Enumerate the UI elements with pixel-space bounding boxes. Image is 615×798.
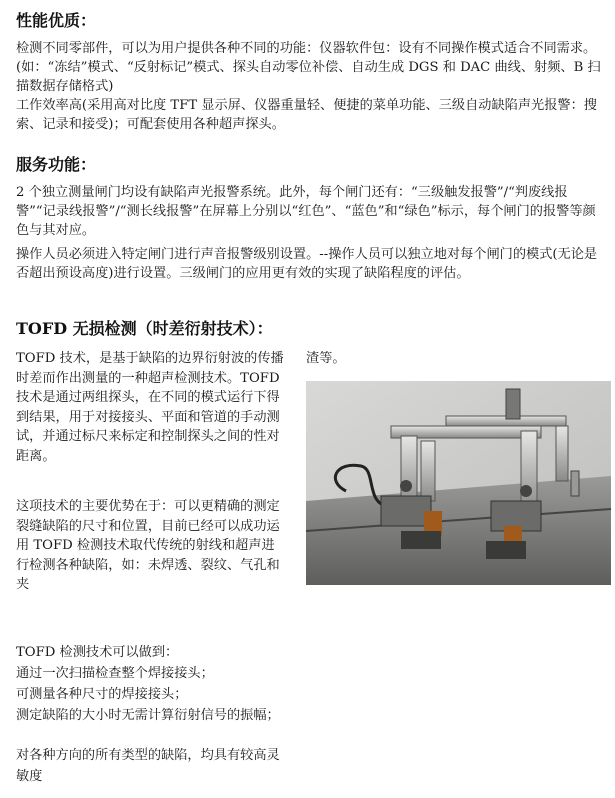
performance-heading: 性能优质： <box>16 11 97 30</box>
service-body-1: 2 个独立测量闸门均设有缺陷声光报警系统。此外，每个闸门还有：“三级触发报警”/“判废线报警”“记录线报警”/“测长线报警”在屏幕上分别以“红色”、“蓝色”和“绿色”标示，每个闸门的报警等颜色与其对应。 <box>16 185 596 238</box>
can-do-item: 对各种方向的所有类型的缺陷，均具有较高灵敏度 <box>16 748 280 784</box>
can-do-item: 测定缺陷的大小时无需计算衍射信号的振幅； <box>16 708 280 723</box>
tofd-heading: TOFD 无损检测（时差衍射技术）： <box>16 319 273 338</box>
can-do-item: 通过一次扫描检查整个焊接接头； <box>16 666 214 681</box>
performance-body-1: 检测不同零部件，可以为用户提供各种不同的功能：仪器软件包：设有不同操作模式适合不同需求。(如：“冻结”模式、“反射标记”模式、探头自动零位补偿、自动生成 DGS 和 DAC 曲线、射频、B 扫描数据存储格式) <box>16 41 601 94</box>
can-do-item: 可测量各种尺寸的焊接接头； <box>16 687 188 702</box>
service-body-2: 操作人员必须进入特定闸门进行声音报警级别设置。--操作人员可以独立地对每个闸门的模式(无论是否超出预设高度)进行设置。三级闸门的应用更有效的实现了缺陷程度的评估。 <box>16 247 598 281</box>
tofd-para-1: TOFD 技术，是基于缺陷的边界衍射波的传播时差而作出测量的一种超声检测技术。TOFD 技术是通过两组探头，在不同的模式运行下得到结果，用于对接接头、平面和管道的手动测试，并通过标尺来标定和控制探头之间的性对距离。 <box>16 351 284 464</box>
tofd-scanner-photo <box>306 381 611 585</box>
can-do-title: TOFD 检测技术可以做到： <box>16 645 179 660</box>
tofd-para-2-cont: 渣等。 <box>306 351 346 366</box>
service-heading: 服务功能： <box>16 155 97 174</box>
tofd-para-2: 这项技术的主要优势在于：可以更精确的测定裂缝缺陷的尺寸和位置，目前已经可以成功运用 TOFD 检测技术取代传统的射线和超声进行检测各种缺陷，如：未焊透、裂纹、气孔和夹 <box>16 499 280 592</box>
performance-body-2: 工作效率高(采用高对比度 TFT 显示屏、仪器重量轻、便捷的菜单功能、三级自动缺陷声光报警：搜索、记录和接受)；可配套使用各种超声探头。 <box>16 98 597 132</box>
